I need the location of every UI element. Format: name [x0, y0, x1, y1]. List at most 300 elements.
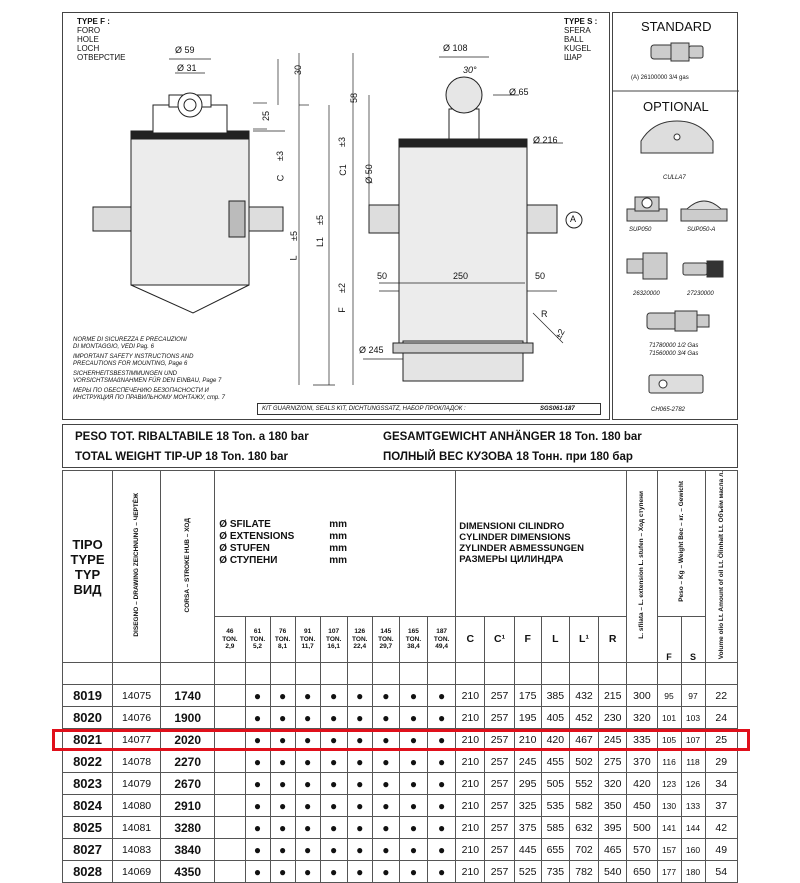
oil-cell: 37 — [705, 795, 737, 817]
dim-c-tol: ±3 — [274, 151, 285, 161]
extension-dot-cell — [215, 751, 245, 773]
extension-dot-cell: ● — [245, 751, 270, 773]
extension-length-cell: 320 — [627, 707, 657, 729]
drawing-number-cell: 14079 — [113, 773, 161, 795]
extension-length-cell: 650 — [627, 861, 657, 883]
extension-length-cell: 300 — [627, 685, 657, 707]
part-71780000: 71780000 1/2 Gas — [649, 343, 699, 349]
extension-dot-cell: ● — [428, 861, 456, 883]
oil-cell: 29 — [705, 751, 737, 773]
part-26320000: 26320000 — [633, 291, 660, 297]
dim-c-cell: 210 — [456, 817, 485, 839]
dim-c1-cell: 257 — [485, 839, 514, 861]
stroke-cell: 2270 — [161, 751, 215, 773]
dim-c-cell: 210 — [456, 751, 485, 773]
extension-dot-cell: ● — [295, 817, 320, 839]
extension-dot-cell: ● — [347, 707, 372, 729]
extension-dot-cell: ● — [347, 773, 372, 795]
ton-col-t: TON. — [299, 635, 316, 643]
extension-dot-cell: ● — [295, 839, 320, 861]
dim-c-cell: 210 — [456, 729, 485, 751]
standard-part: (A) 26100000 3/4 gas — [631, 75, 689, 81]
ton-col-header — [347, 616, 372, 663]
drawing-number-cell: 14078 — [113, 751, 161, 773]
seals-kit-note: KIT GUARNIZIONI, SEALS KIT, DICHTUNGSSATZ, НАБОР ПРОКЛАДОК : — [262, 406, 466, 412]
ton-col-d: 46 — [226, 628, 234, 636]
stroke-header — [161, 471, 215, 663]
extension-dot-cell: ● — [428, 773, 456, 795]
dim-r-cell: 395 — [599, 817, 627, 839]
tipo-head-ru: ВИД — [73, 581, 102, 597]
ton-col-v: 16,1 — [327, 643, 340, 651]
ton-col-v: 8,1 — [278, 643, 288, 651]
dim-head-it: DIMENSIONI CILINDRO — [459, 521, 565, 533]
dim-l-cell: 455 — [541, 751, 569, 773]
tipo-cell: 8028 — [63, 861, 113, 883]
ton-col-header — [372, 616, 399, 663]
standard-title: STANDARD — [641, 19, 712, 34]
dim-c1-cell: 257 — [485, 861, 514, 883]
tipo-cell: 8022 — [63, 751, 113, 773]
extension-dot-cell — [215, 707, 245, 729]
extension-dot-cell: ● — [295, 773, 320, 795]
dim-f-cell: 195 — [514, 707, 541, 729]
type-f-loch: LOCH — [77, 44, 100, 53]
type-s-ru: ШАР — [564, 53, 583, 62]
table-row — [63, 795, 738, 817]
spec-table-body — [63, 685, 738, 883]
oil-cell: 54 — [705, 861, 737, 883]
dim-c1-cell: 257 — [485, 729, 514, 751]
extensions-header — [215, 471, 456, 617]
dim-l-cell: 735 — [541, 861, 569, 883]
dim-r-cell: 215 — [599, 685, 627, 707]
weight-ru: ПОЛНЫЙ ВЕС КУЗОВА 18 Тонн. при 180 бар — [383, 451, 633, 463]
ext-unit-4: mm — [329, 555, 348, 567]
dim-c-cell: 210 — [456, 773, 485, 795]
ton-col-d: 61 — [253, 628, 262, 636]
dim-r-cell: 320 — [599, 773, 627, 795]
type-f-hole: HOLE — [77, 35, 99, 44]
dim-r-tol: ±2 — [553, 327, 567, 341]
table-row — [63, 685, 738, 707]
dim-d59: Ø 59 — [175, 45, 195, 55]
dim-30: 30 — [293, 64, 304, 76]
extension-dot-cell: ● — [270, 839, 295, 861]
drawing-number-cell: 14077 — [113, 729, 161, 751]
ton-col-d: 126 — [354, 628, 366, 636]
tipo-head-en: TYPE — [70, 551, 105, 567]
ext-head-it: Ø SFILATE — [219, 519, 271, 531]
stroke-cell: 4350 — [161, 861, 215, 883]
extension-dot-cell: ● — [270, 685, 295, 707]
dim-r-cell: 230 — [599, 707, 627, 729]
ext-unit-3: mm — [329, 543, 348, 555]
extension-dot-cell: ● — [399, 817, 427, 839]
seals-kit-code: SGS061-187 — [540, 406, 575, 412]
dim-r-cell: 350 — [599, 795, 627, 817]
dim-f: F — [336, 307, 347, 313]
extension-dot-cell: ● — [270, 817, 295, 839]
dim-c1-cell: 257 — [485, 707, 514, 729]
extension-dot-cell: ● — [347, 817, 372, 839]
extension-dot-cell: ● — [428, 839, 456, 861]
tipo-cell: 8019 — [63, 685, 113, 707]
spacer-row — [63, 663, 738, 685]
callout-a: A — [570, 214, 577, 224]
ton-col-v: 2,9 — [225, 643, 235, 651]
safety-note-8: ИНСТРУКЦИЯ ПО ПРАВИЛЬНОМУ МОНТАЖУ, стр. 7 — [73, 395, 225, 401]
extension-dot-cell: ● — [245, 707, 270, 729]
ton-col-t: TON. — [378, 635, 394, 643]
dim-l1-cell: 582 — [569, 795, 598, 817]
dim-l-cell: 420 — [541, 729, 569, 751]
extension-dot-cell: ● — [295, 729, 320, 751]
extension-length-cell: 450 — [627, 795, 657, 817]
safety-note-3: IMPORTANT SAFETY INSTRUCTIONS AND — [73, 354, 194, 360]
weight-s-cell: 97 — [681, 685, 705, 707]
extension-dot-cell: ● — [372, 795, 399, 817]
extension-dot-cell: ● — [295, 861, 320, 883]
dim-f-tol: ±2 — [336, 283, 347, 293]
extension-dot-cell — [215, 839, 245, 861]
dim-d245: Ø 245 — [359, 345, 384, 355]
table-row — [63, 707, 738, 729]
ton-col-header — [245, 616, 270, 663]
drawing-header — [113, 471, 161, 663]
dim-d108: Ø 108 — [443, 43, 468, 53]
extension-length-cell: 370 — [627, 751, 657, 773]
table-row — [63, 751, 738, 773]
ton-col-t: TON. — [249, 635, 266, 643]
dim-58: 58 — [349, 92, 360, 104]
extension-dot-cell: ● — [245, 729, 270, 751]
cylinder-drawing — [62, 12, 610, 420]
ton-col-v: 5,2 — [253, 643, 263, 651]
part-culla7: CULLA7 — [663, 175, 686, 181]
dim-l1-cell: 452 — [569, 707, 598, 729]
dim-l1-cell: 782 — [569, 861, 598, 883]
extension-dot-cell: ● — [428, 707, 456, 729]
ton-col-d: 145 — [380, 628, 392, 636]
extension-dot-cell: ● — [320, 839, 347, 861]
extension-dot-cell: ● — [399, 861, 427, 883]
weight-s-cell: 180 — [681, 861, 705, 883]
tipo-cell: 8021 — [63, 729, 113, 751]
tipo-cell: 8027 — [63, 839, 113, 861]
extension-dot-cell: ● — [399, 773, 427, 795]
oil-header-text: Volume olio Lt. Amount of oil Lt. Ölinhalt Lt. Объём масла л. — [717, 471, 725, 660]
table-row — [63, 861, 738, 883]
extension-dot-cell: ● — [347, 795, 372, 817]
ton-col-t: TON. — [433, 635, 450, 643]
dim-l1-cell: 702 — [569, 839, 598, 861]
extension-dot-cell: ● — [428, 685, 456, 707]
extension-dot-cell: ● — [347, 839, 372, 861]
extension-dot-cell: ● — [428, 795, 456, 817]
dim-c-cell: 210 — [456, 707, 485, 729]
dim-c1-cell: 257 — [485, 685, 514, 707]
dim-f-cell: 245 — [514, 751, 541, 773]
total-weight-header — [62, 424, 738, 468]
dim-f-cell: 445 — [514, 839, 541, 861]
dim-l-cell: 505 — [541, 773, 569, 795]
extension-dot-cell: ● — [270, 861, 295, 883]
dim-l1-cell: 632 — [569, 817, 598, 839]
weight-header-text: Peso – Kg – Weight Bec – кг. – Gewicht — [677, 481, 685, 603]
ext-head-en: Ø EXTENSIONS — [219, 531, 295, 543]
table-row — [63, 773, 738, 795]
dim-col-header: C — [456, 616, 485, 663]
ton-col-header — [295, 616, 320, 663]
extension-dot-cell: ● — [320, 861, 347, 883]
extension-dot-cell: ● — [295, 707, 320, 729]
extension-dot-cell: ● — [399, 751, 427, 773]
extension-dot-cell: ● — [320, 817, 347, 839]
extension-dot-cell: ● — [347, 861, 372, 883]
extension-dot-cell: ● — [372, 685, 399, 707]
ton-col-header — [270, 616, 295, 663]
weight-s-cell: 118 — [681, 751, 705, 773]
weight-f-cell: 116 — [657, 751, 681, 773]
extension-dot-cell: ● — [245, 861, 270, 883]
type-f-ru: ОТВЕРСТИЕ — [77, 53, 126, 62]
extension-dot-cell: ● — [399, 839, 427, 861]
stroke-cell: 2910 — [161, 795, 215, 817]
dim-l1-cell: 502 — [569, 751, 598, 773]
dim-col-header: L¹ — [569, 616, 598, 663]
table-row — [63, 817, 738, 839]
extension-dot-cell: ● — [347, 751, 372, 773]
dim-l-cell: 535 — [541, 795, 569, 817]
dim-d65: Ø 65 — [509, 87, 529, 97]
weight-it: PESO TOT. RIBALTABILE 18 Ton. a 180 bar — [75, 431, 309, 443]
extension-dot-cell — [215, 729, 245, 751]
extension-dot-cell — [215, 795, 245, 817]
dim-f-cell: 295 — [514, 773, 541, 795]
stroke-cell: 3280 — [161, 817, 215, 839]
spec-table — [62, 470, 738, 883]
drawing-number-cell: 14083 — [113, 839, 161, 861]
extension-dot-cell: ● — [320, 729, 347, 751]
ton-col-t: TON. — [352, 635, 368, 643]
oil-cell: 49 — [705, 839, 737, 861]
weight-s-cell: 160 — [681, 839, 705, 861]
extension-dot-cell: ● — [347, 729, 372, 751]
extension-dot-cell: ● — [320, 685, 347, 707]
ton-col-v: 49,4 — [435, 643, 448, 651]
dim-c-cell: 210 — [456, 861, 485, 883]
dim-l-cell: 585 — [541, 817, 569, 839]
weight-f-cell: 95 — [657, 685, 681, 707]
dim-col-header: C¹ — [485, 616, 514, 663]
dim-col-header: R — [599, 616, 627, 663]
extension-dot-cell: ● — [428, 817, 456, 839]
weight-f-cell: 123 — [657, 773, 681, 795]
ton-col-v: 22,4 — [353, 643, 367, 651]
safety-note-4: PRECAUTIONS FOR MOUNTING, Page 6 — [73, 361, 188, 367]
weight-s-cell: 133 — [681, 795, 705, 817]
extension-dot-cell: ● — [295, 751, 320, 773]
dim-r-cell: 465 — [599, 839, 627, 861]
dim-l1-tol: ±5 — [314, 215, 325, 225]
dim-d31: Ø 31 — [177, 63, 197, 73]
safety-note-2: DI MONTAGGIO, VEDI Pag. 6 — [73, 344, 154, 350]
ton-col-v: 38,4 — [407, 643, 420, 651]
extension-dot-cell: ● — [245, 795, 270, 817]
dim-250: 250 — [453, 271, 469, 281]
dim-r: R — [541, 309, 548, 319]
tipo-head-it: TIPO — [72, 536, 103, 552]
drawing-number-cell: 14069 — [113, 861, 161, 883]
safety-note-1: NORME DI SICUREZZA E PRECAUZIONI — [73, 337, 187, 343]
safety-note-6: VORSICHTSMAßNAHMEN FÜR DEN EINBAU, Page 7 — [73, 378, 222, 384]
weight-f-cell: 105 — [657, 729, 681, 751]
dim-l1: L1 — [315, 236, 326, 248]
dim-c1-tol: ±3 — [336, 137, 347, 147]
dim-c1: C1 — [337, 164, 348, 176]
ext-unit-1: mm — [329, 519, 348, 531]
dimensions-header — [456, 471, 627, 617]
oil-header — [705, 471, 737, 663]
dim-f-cell: 175 — [514, 685, 541, 707]
extension-length-cell: 500 — [627, 817, 657, 839]
weight-f-cell: 101 — [657, 707, 681, 729]
extension-dot-cell: ● — [245, 685, 270, 707]
ton-col-v: 11,7 — [301, 643, 314, 651]
dim-head-ru: РАЗМЕРЫ ЦИЛИНДРА — [459, 554, 564, 566]
tipo-head-de: TYP — [74, 566, 101, 582]
part-71560000: 71560000 3/4 Gas — [649, 351, 699, 357]
dim-f-cell: 525 — [514, 861, 541, 883]
extension-dot-cell: ● — [372, 729, 399, 751]
weight-s-cell: 126 — [681, 773, 705, 795]
part-27230000: 27230000 — [687, 291, 714, 297]
tipo-cell: 8025 — [63, 817, 113, 839]
oil-cell: 22 — [705, 685, 737, 707]
extension-dot-cell: ● — [399, 795, 427, 817]
dim-50-right: 50 — [535, 271, 546, 281]
ton-col-d: 165 — [408, 628, 419, 636]
dim-l-cell: 655 — [541, 839, 569, 861]
extension-dot-cell: ● — [245, 817, 270, 839]
dim-l1-cell: 432 — [569, 685, 598, 707]
dim-angle-30: 30° — [463, 65, 477, 75]
ton-col-header — [320, 616, 347, 663]
drawing-number-cell: 14080 — [113, 795, 161, 817]
type-s-label: TYPE S : — [564, 17, 598, 26]
extension-dot-cell: ● — [428, 729, 456, 751]
extension-dot-cell: ● — [270, 773, 295, 795]
safety-note-5: SICHERHEITSBESTIMMUNGEN UND — [73, 371, 178, 377]
ext-head-de: Ø STUFEN — [219, 543, 270, 555]
extension-dot-cell: ● — [372, 773, 399, 795]
oil-cell: 25 — [705, 729, 737, 751]
ton-col-header — [428, 616, 456, 663]
dim-l: L — [288, 255, 299, 261]
dim-l-tol: ±5 — [288, 231, 299, 241]
weight-sub-header: S — [681, 616, 705, 663]
oil-cell: 42 — [705, 817, 737, 839]
weight-f-cell: 157 — [657, 839, 681, 861]
extension-length-cell: 335 — [627, 729, 657, 751]
extension-dot-cell: ● — [428, 751, 456, 773]
extension-dot-cell: ● — [295, 795, 320, 817]
weight-de: GESAMTGEWICHT ANHÄNGER 18 Ton. 180 bar — [383, 431, 642, 443]
extension-dot-cell: ● — [320, 773, 347, 795]
dim-col-header: F — [514, 616, 541, 663]
dim-d50: Ø 50 — [363, 164, 374, 184]
type-f-foro: FORO — [77, 26, 101, 35]
extension-dot-cell: ● — [270, 729, 295, 751]
safety-note-7: МЕРЫ ПО ОБЕСПЕЧЕНИЮ БЕЗОПАСНОСТИ И — [73, 388, 209, 394]
dim-c-cell: 210 — [456, 685, 485, 707]
weight-sub-header: F — [657, 616, 681, 663]
ton-col-d: 76 — [278, 628, 287, 636]
drawing-header-text: DISEGNO – DRAWING ZEICHNUNG – ЧЕРТЁЖ — [133, 493, 141, 637]
weight-s-cell: 103 — [681, 707, 705, 729]
extension-dot-cell: ● — [347, 685, 372, 707]
dim-l-cell: 385 — [541, 685, 569, 707]
part-sup050: SUP050 — [629, 227, 652, 233]
part-sup050-a: SUP050-A — [687, 227, 716, 233]
ext-unit-2: mm — [329, 531, 348, 543]
ton-col-t: TON. — [222, 635, 238, 643]
drawing-number-cell: 14075 — [113, 685, 161, 707]
oil-cell: 24 — [705, 707, 737, 729]
table-row — [63, 729, 738, 751]
extension-dot-cell: ● — [270, 707, 295, 729]
ton-col-d: 91 — [303, 628, 312, 636]
weight-s-cell: 107 — [681, 729, 705, 751]
dim-c1-cell: 257 — [485, 795, 514, 817]
extension-dot-cell: ● — [372, 861, 399, 883]
stroke-cell: 2670 — [161, 773, 215, 795]
extension-dot-cell — [215, 861, 245, 883]
type-s-sfera: SFERA — [564, 26, 591, 35]
extension-dot-cell: ● — [320, 795, 347, 817]
dim-l1-cell: 552 — [569, 773, 598, 795]
stroke-header-text: CORSA – STROKE HUB – ХОД — [184, 517, 192, 613]
dim-r-cell: 275 — [599, 751, 627, 773]
extension-dot-cell: ● — [245, 773, 270, 795]
dim-col-header: L — [541, 616, 569, 663]
dim-l-cell: 405 — [541, 707, 569, 729]
weight-f-cell: 141 — [657, 817, 681, 839]
extension-dot-cell: ● — [270, 751, 295, 773]
dim-c1-cell: 257 — [485, 751, 514, 773]
extension-dot-cell — [215, 685, 245, 707]
extension-length-cell: 570 — [627, 839, 657, 861]
weight-s-cell: 144 — [681, 817, 705, 839]
dim-50-left: 50 — [377, 271, 388, 281]
ton-col-t: TON. — [405, 635, 422, 643]
ton-col-d: 187 — [436, 628, 448, 636]
extension-dot-cell: ● — [372, 817, 399, 839]
part-ch065: CH065-2782 — [651, 407, 686, 413]
dim-f-cell: 325 — [514, 795, 541, 817]
optional-title: OPTIONAL — [643, 99, 709, 114]
stroke-cell: 1740 — [161, 685, 215, 707]
extension-dot-cell: ● — [320, 751, 347, 773]
dim-c1-cell: 257 — [485, 817, 514, 839]
extension-dot-cell — [215, 817, 245, 839]
weight-en: TOTAL WEIGHT TIP-UP 18 Ton. 180 bar — [75, 451, 288, 463]
extension-dot-cell — [215, 773, 245, 795]
extension-dot-cell: ● — [399, 729, 427, 751]
tipo-header — [63, 471, 113, 663]
extension-dot-cell: ● — [295, 685, 320, 707]
